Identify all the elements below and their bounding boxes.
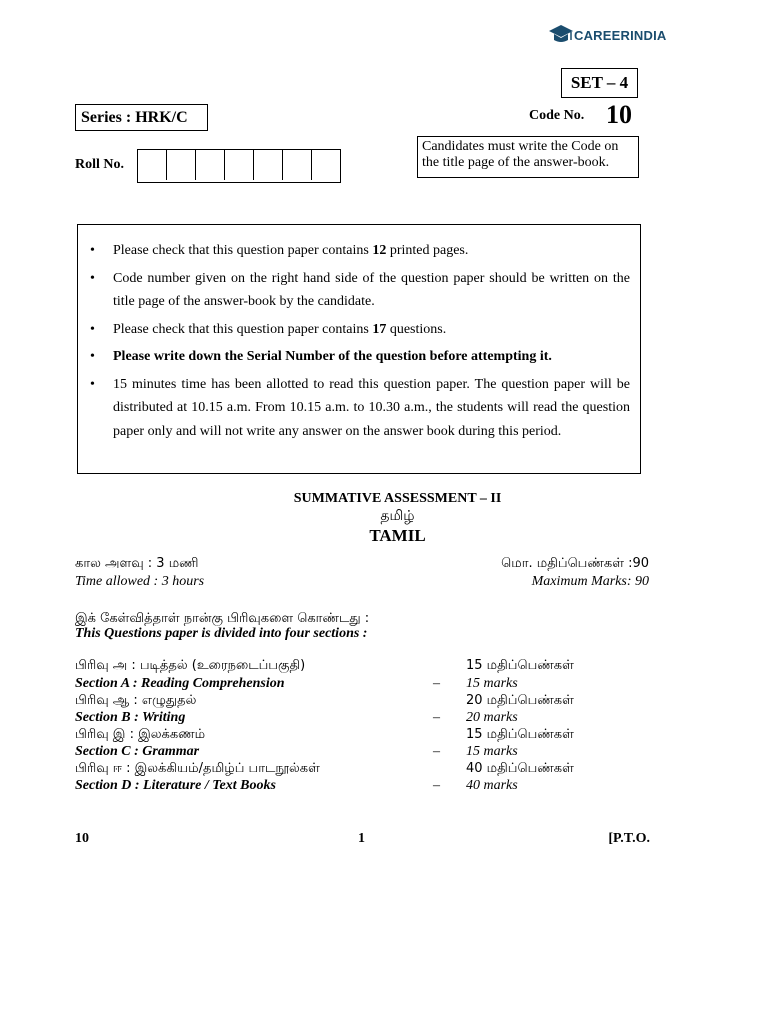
candidates-note — [417, 136, 639, 178]
time-marks-row — [75, 574, 649, 590]
graduation-cap-icon — [548, 22, 574, 48]
instructions-list — [90, 239, 630, 443]
pto-label: [P.T.O. — [608, 831, 650, 846]
page-number: 1 — [358, 831, 365, 846]
logo-text: CAREERINDIA — [574, 28, 667, 43]
bullet-icon: • — [90, 321, 95, 337]
section-c: Section C : Grammar – 15 marks — [75, 744, 518, 759]
section-d-tamil: பிரிவு ஈ : இலக்கியம்/தமிழ்ப் பாடநூல்கள் 40 மதிப்பெண்கள் — [75, 761, 574, 776]
time-tamil: கால அளவு : 3 மணி — [75, 556, 199, 571]
instruction-item: • 15 minutes time has been allotted to read this question paper. The question paper will be distributed at 10.15 a.m. From 10.15 a.m. to 10.30 a.m., the students will read the question paper only and will not write any answer on the answer book during this period. — [90, 373, 630, 444]
bullet-icon: • — [90, 243, 95, 258]
instructions-box — [77, 224, 641, 474]
time-allowed: Time allowed : 3 hours — [75, 574, 205, 589]
roll-number-cell — [196, 150, 225, 180]
code-label: Code No. — [529, 108, 585, 123]
roll-number-boxes — [137, 149, 341, 183]
instruction-item: • Code number given on the right hand side of the question paper should be written on the title page of the answer-book by the candidate. — [90, 267, 630, 314]
roll-number-label: Roll No. — [75, 157, 124, 172]
subject-tamil: தமிழ் — [380, 508, 415, 524]
series-label: Series : HRK/C — [75, 104, 208, 131]
bullet-icon: • — [90, 376, 95, 392]
roll-number-cell — [312, 150, 340, 180]
assessment-title: SUMMATIVE ASSESSMENT – II — [293, 491, 502, 506]
section-a-tamil: பிரிவு அ : படித்தல் (உரைநடைப்பகுதி) 15 மதிப்பெண்கள் — [75, 658, 574, 673]
roll-number-cell — [283, 150, 312, 180]
section-d: Section D : Literature / Text Books – 40 marks — [75, 778, 518, 793]
section-a: Section A : Reading Comprehension – 15 marks — [75, 676, 518, 691]
marks-tamil: மொ. மதிப்பெண்கள் :90 — [501, 556, 649, 571]
division-english: This Questions paper is divided into four sections : — [75, 626, 368, 641]
instruction-item: • Please check that this question paper contains 17 questions. — [90, 318, 630, 342]
section-c-tamil: பிரிவு இ : இலக்கணம் 15 மதிப்பெண்கள் — [75, 727, 574, 742]
bullet-icon: • — [90, 349, 95, 364]
footer-code: 10 — [75, 831, 89, 846]
time-marks-tamil-row — [75, 556, 649, 572]
max-marks: Maximum Marks: 90 — [531, 574, 649, 589]
candidates-note-line: the title page of the answer-book. — [422, 155, 610, 170]
section-b: Section B : Writing – 20 marks — [75, 710, 518, 725]
careerindia-logo — [548, 22, 667, 52]
page-footer — [75, 831, 650, 849]
candidates-note-line: Candidates must write the Code on — [422, 139, 619, 154]
section-b-tamil: பிரிவு ஆ : எழுதுதல் 20 மதிப்பெண்கள் — [75, 693, 574, 708]
division-tamil: இக் கேள்வித்தாள் நான்கு பிரிவுகளை கொண்டது : — [75, 611, 370, 626]
code-number: 10 — [606, 100, 632, 129]
set-label: SET – 4 — [561, 68, 638, 98]
roll-number-cell — [167, 150, 196, 180]
instruction-item: • Please write down the Serial Number of the question before attempting it. — [90, 345, 630, 369]
roll-number-cell — [225, 150, 254, 180]
roll-number-cell — [138, 150, 167, 180]
subject-title: TAMIL — [369, 526, 426, 545]
instruction-item: • Please check that this question paper contains 12 printed pages. — [90, 239, 630, 263]
roll-number-cell — [254, 150, 283, 180]
bullet-icon: • — [90, 270, 95, 286]
